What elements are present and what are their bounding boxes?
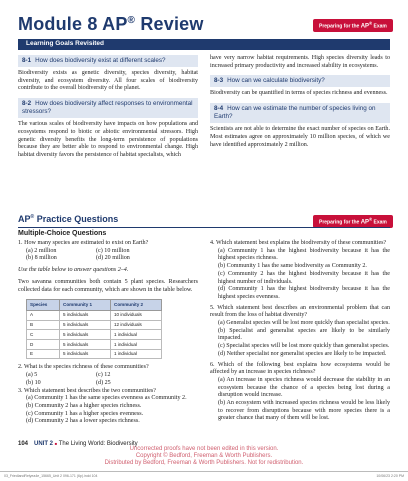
watermark-line-1: Uncorrected proofs have not been edited in this version. bbox=[129, 446, 279, 452]
q3-option-a: (a) Community 1 has the same species evenness as Community 2. bbox=[26, 395, 187, 402]
q2-options-row1 bbox=[18, 372, 198, 380]
table-cell: 12 individuals bbox=[111, 320, 162, 330]
q4-option-d: (d) Community 1 has the highest biodiversity because it has the highest species evenness. bbox=[218, 286, 390, 300]
goal-8-2-heading: 8-2 How does biodiversity affect responses to environmental stressors? bbox=[18, 98, 198, 118]
left-column bbox=[18, 55, 198, 160]
table-description: Two savanna communities both contain 5 plant species. Researchers collected data for each community, which are shown in the table below. bbox=[18, 278, 198, 293]
q1-options-row2 bbox=[18, 255, 198, 263]
goal-8-4-heading: 8-4 How can we estimate the number of species living on Earth? bbox=[210, 103, 390, 123]
table-cell: B bbox=[27, 320, 60, 330]
table-row bbox=[27, 320, 162, 330]
unit-title: The Living World: Biodiversity bbox=[58, 441, 138, 447]
table-cell: 5 individuals bbox=[60, 320, 111, 330]
right-column bbox=[210, 55, 390, 149]
q3-option-d: (d) Community 2 has a lower species richness. bbox=[26, 418, 140, 425]
ap-exam-badge: Preparing for the AP® Exam bbox=[313, 19, 393, 32]
page-title: Module 8 AP® Review bbox=[18, 14, 204, 34]
q1-stem: 1. How many species are estimated to exist on Earth? bbox=[18, 240, 149, 246]
table-cell: E bbox=[27, 349, 60, 359]
page-number: 104 bbox=[18, 441, 29, 447]
q3-option-b: (b) Community 2 has a higher species richness. bbox=[26, 402, 142, 409]
goal-8-3-heading: 8-3 How can we calculate biodiversity? bbox=[210, 75, 390, 87]
goal-8-1-body: Biodiversity exists as genetic diversity, species diversity, habitat diversity, and ecosystem diversity. All four scales of biodiversity contribute to the overall biodiversity of the planet. bbox=[18, 70, 198, 92]
learning-goals-bar: Learning Goals Revisited bbox=[18, 39, 390, 50]
practice-left bbox=[18, 240, 198, 426]
q3-stem: 3. Which statement best describes the two communities? bbox=[18, 387, 156, 394]
q5-option-a: (a) Generalist species will be lost more quickly than specialist species. bbox=[218, 320, 390, 327]
table-cell: C bbox=[27, 330, 60, 340]
q3-option-c: (c) Community 1 has a higher species evenness. bbox=[26, 410, 144, 417]
q4-option-c: (c) Community 2 has the highest biodiversity because it has the highest number of individuals. bbox=[218, 270, 390, 285]
ap-exam-badge-2: Preparing for the AP® Exam bbox=[313, 215, 393, 228]
table-cell: 1 individual bbox=[111, 330, 162, 340]
table-header: Community 1 bbox=[60, 300, 111, 311]
table-header: Species bbox=[27, 300, 60, 311]
table-cell: D bbox=[27, 340, 60, 350]
q5-stem: 5. Which statement best describes an environmental problem that can result from the loss of habitat diversity? bbox=[210, 304, 390, 319]
table-cell: 10 individuals bbox=[111, 310, 162, 320]
table-intro: Use the table below to answer questions 2–4. bbox=[18, 267, 129, 274]
q2-option-c: (c) 12 bbox=[96, 372, 111, 379]
table-cell: 5 individuals bbox=[60, 310, 111, 320]
q1-option-b: (b) 8 million bbox=[26, 255, 57, 262]
q2-option-d: (d) 25 bbox=[96, 379, 111, 386]
q6-option-a: (a) An increase in species richness would decrease the stability in an ecosystem because the chance of a species being lost during a disruption would increase. bbox=[218, 376, 390, 399]
q1-option-d: (d) 20 million bbox=[96, 255, 130, 262]
q2-stem: 2. What is the species richness of these communities? bbox=[18, 364, 149, 371]
goal-8-2-body: The various scales of biodiversity have impacts on how populations and ecosystems respond to biotic or abiotic environmental stressors. High genetic diversity benefits the long-term persistence of populations because they are better able to respond to environmental change. High habitat diversity favors the persistence of habitat specialists, which bbox=[18, 121, 198, 158]
slug-date: 10/06/23 2:20 PM bbox=[376, 474, 404, 478]
slug-file: 03_FriedlandRelyea4e_15665_Unit 2 096-171 (6p).indd 104 bbox=[4, 474, 98, 478]
mc-heading: Multiple-Choice Questions bbox=[18, 230, 107, 237]
table-row bbox=[27, 310, 162, 320]
q6-stem: 6. Which of the following best explains how ecosystems would be affected by an increase in species richness? bbox=[210, 361, 390, 376]
table-cell: 5 individuals bbox=[60, 349, 111, 359]
footer-separator: ■ bbox=[54, 441, 58, 446]
table-row bbox=[27, 340, 162, 350]
goal-8-1-heading: 8-1 How does biodiversity exist at different scales? bbox=[18, 55, 198, 67]
watermark-line-2: Copyright © Bedford, Freeman & Worth Publishers. bbox=[135, 453, 273, 459]
table-row bbox=[27, 349, 162, 359]
q5-option-b: (b) Specialist and generalist species are likely to be similarly impacted. bbox=[218, 327, 390, 342]
table-cell: 5 individuals bbox=[60, 330, 111, 340]
q5-option-c: (c) Specialist species will be lost more quickly than generalist species. bbox=[218, 343, 390, 350]
goal-8-3-body: Biodiversity can be quantified in terms of species richness and evenness. bbox=[210, 90, 388, 97]
q2-option-a: (a) 5 bbox=[26, 372, 38, 379]
community-table bbox=[26, 299, 162, 359]
unit-label: UNIT 2 bbox=[34, 441, 54, 447]
q1-option-c: (c) 10 million bbox=[96, 247, 130, 254]
practice-right bbox=[210, 240, 390, 423]
watermark-line-3: Distributed by Bedford, Freeman & Worth Publishers. Not for redistribution. bbox=[104, 460, 304, 466]
table-cell: 1 individual bbox=[111, 349, 162, 359]
goal-8-2-body-cont: have very narrow habitat requirements. High species diversity leads to increased primary productivity and increased stability in ecosystems. bbox=[210, 55, 390, 69]
q2-option-b: (b) 10 bbox=[26, 379, 41, 386]
q4-option-a: (a) Community 1 has the highest biodiversity because it has the highest species richness. bbox=[218, 247, 390, 262]
q5-option-d: (d) Neither specialist nor generalist species are likely to be impacted. bbox=[218, 350, 387, 357]
goal-8-4-body: Scientists are not able to determine the exact number of species on Earth. Most estimates agree on approximately 10 million species, of which we have identified approximately 2 million. bbox=[210, 126, 390, 148]
table-header: Community 2 bbox=[111, 300, 162, 311]
q2-options-row2 bbox=[18, 380, 198, 388]
table-cell: 1 individual bbox=[111, 340, 162, 350]
q6-option-b: (b) An ecosystem with increased species richness would be less likely to recover from disruptions because with more species there is a greater chance that many of them will be lost. bbox=[218, 400, 390, 422]
q1-option-a: (a) 2 million bbox=[26, 247, 57, 254]
q4-stem: 4. Which statement best explains the biodiversity of these communities? bbox=[210, 240, 387, 246]
practice-rule bbox=[18, 227, 390, 228]
practice-heading: AP® Practice Questions bbox=[18, 214, 119, 224]
q4-option-b: (b) Community 1 has the same biodiversity as Community 2. bbox=[218, 263, 367, 270]
table-row bbox=[27, 330, 162, 340]
table-cell: 5 individuals bbox=[60, 340, 111, 350]
table-cell: A bbox=[27, 310, 60, 320]
